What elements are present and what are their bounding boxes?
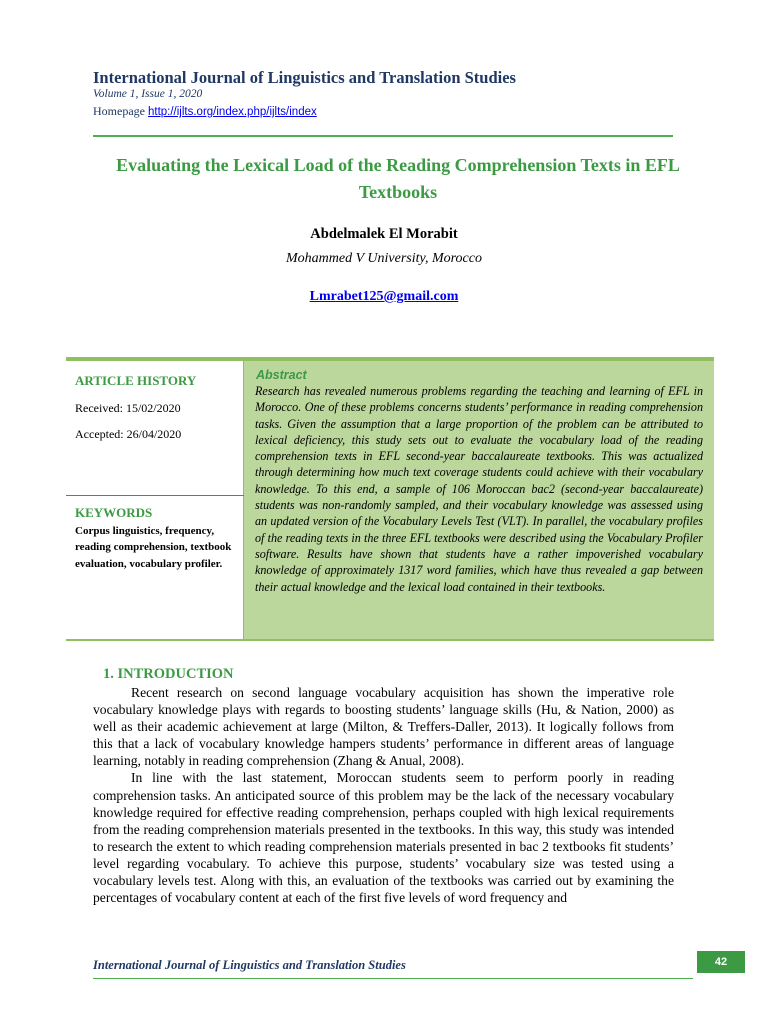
keywords-divider bbox=[66, 495, 244, 496]
homepage-link[interactable]: http://ijlts.org/index.php/ijlts/index bbox=[147, 106, 317, 118]
accepted-date: Accepted: 26/04/2020 bbox=[75, 427, 182, 441]
article-history-heading: ARTICLE HISTORY bbox=[75, 373, 197, 388]
homepage-line bbox=[93, 104, 317, 119]
received-date: Received: 15/02/2020 bbox=[75, 401, 181, 415]
footer-divider bbox=[93, 978, 693, 979]
header-divider bbox=[93, 135, 673, 137]
abstract-heading: Abstract bbox=[256, 368, 307, 382]
page-number-badge: 42 bbox=[697, 951, 745, 973]
journal-title: International Journal of Linguistics and Translation Studies bbox=[93, 68, 516, 87]
article-info-box bbox=[66, 357, 714, 641]
keywords-text: Corpus linguistics, frequency, reading comprehension, textbook evaluation, vocabulary profiler. bbox=[75, 525, 232, 570]
article-meta-column bbox=[66, 361, 244, 639]
footer-journal-title: International Journal of Linguistics and Translation Studies bbox=[93, 958, 406, 972]
keywords-heading: KEYWORDS bbox=[75, 505, 153, 520]
author-affiliation: Mohammed V University, Morocco bbox=[286, 251, 482, 266]
introduction-paragraph: Recent research on second language vocabulary acquisition has shown the imperative role vocabulary knowledge plays with regards to boosting students’ language skills (Hu, & Nation, 2000) as well as their academic achievement at large (Milton, & Treffers-Daller, 2013). It logically follows from this that a lack of vocabulary knowledge hampers students’ performance in different areas of language learning, notably in reading comprehension (Zhang & Anual, 2008). bbox=[93, 685, 674, 769]
introduction-body bbox=[93, 684, 674, 906]
introduction-heading: 1. INTRODUCTION bbox=[103, 666, 234, 682]
abstract-text: Research has revealed numerous problems regarding the teaching and learning of EFL in Morocco. One of these problems concerns students’ performance in reading comprehension tasks. Given the assumption that a large proportion of the problem can be attributed to lexical deficiency, this study sets out to evaluate the vocabulary load of the reading comprehension texts in EFL second-year baccalaureate textbooks. This was actualized through determining how much text coverage students could achieve with their vocabulary knowledge. To this end, a sample of 106 Moroccan bac2 (second-year baccalaureate) students was non-randomly sampled, and their vocabulary knowledge was assessed using an updated version of the Vocabulary Levels Test (VLT). In parallel, the vocabulary profiles of the reading texts in the three EFL textbooks were described using the Vocabulary Profiler software. Results have shown that students have a rather impoverished vocabulary knowledge of approximately 1317 word families, which have thus revealed a gap between their actual knowledge and the lexical load contained in their textbooks. bbox=[255, 384, 703, 594]
author-name: Abdelmalek El Morabit bbox=[310, 226, 458, 242]
introduction-paragraph: In line with the last statement, Moroccan students seem to perform poorly in reading comprehension tasks. An anticipated source of this problem may be the lack of the necessary vocabulary knowledge required for effective reading comprehension, perhaps coupled with high lexical requirements from the reading comprehension materials presented in the textbooks. In this way, this study was intended to research the extent to which reading comprehension materials presented in bac 2 textbooks fit students’ level regarding vocabulary. To achieve this purpose, students’ vocabulary size was tested using a vocabulary levels test. Along with this, an evaluation of the textbooks was carried out by examining the percentages of vocabulary content at each of the first five levels of word frequency and bbox=[93, 770, 674, 906]
homepage-label: Homepage bbox=[93, 104, 145, 118]
journal-issue: Volume 1, Issue 1, 2020 bbox=[93, 88, 203, 100]
author-email-link[interactable]: Lmrabet125@gmail.com bbox=[309, 289, 459, 304]
paper-title: Evaluating the Lexical Load of the Reading Comprehension Texts in EFL Textbooks bbox=[116, 155, 680, 202]
